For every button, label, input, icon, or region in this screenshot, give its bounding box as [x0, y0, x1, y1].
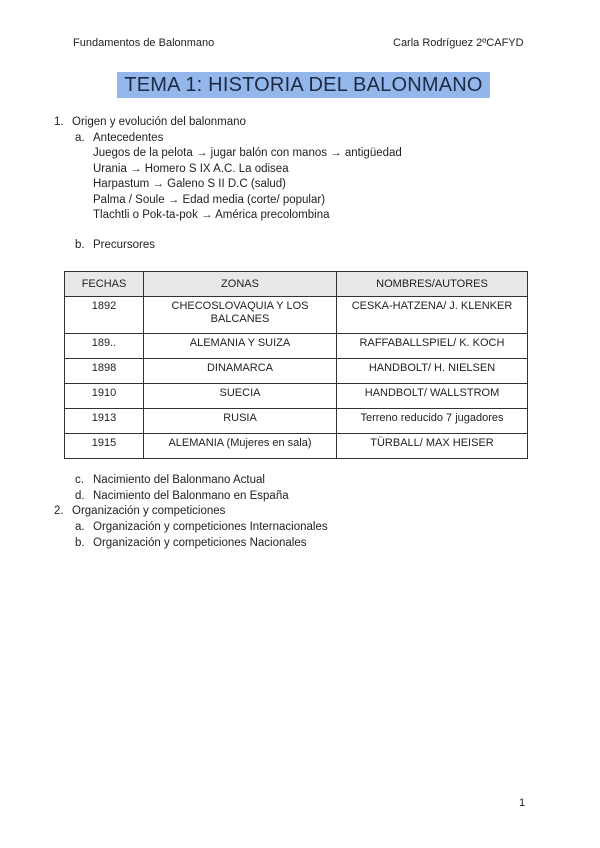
item2b-label: Organización y competiciones Nacionales: [93, 537, 307, 549]
cell-fecha: 1910: [65, 384, 144, 409]
cell-fecha: 1892: [65, 297, 144, 334]
table-row: [65, 359, 528, 384]
header-author: Carla Rodríguez 2ºCAFYD: [393, 37, 524, 49]
column-header-nombres: NOMBRES/AUTORES: [337, 272, 528, 297]
cell-nombre: TÜRBALL/ MAX HEISER: [337, 434, 528, 459]
cell-zona: RUSIA: [144, 409, 337, 434]
cell-fecha: 1913: [65, 409, 144, 434]
table-row: [65, 384, 528, 409]
cell-nombre: HANDBOLT/ WALLSTROM: [337, 384, 528, 409]
antecedente-line: Urania → Homero S IX A.C. La odisea: [93, 163, 289, 175]
item1b-number: b.: [75, 239, 85, 251]
antecedente-line: Harpastum → Galeno S II D.C (salud): [93, 178, 287, 190]
cell-fecha: 1898: [65, 359, 144, 384]
antecedente-line: Tlachtli o Pok-ta-pok → América precolombina: [93, 209, 330, 221]
antecedente-line: Palma / Soule → Edad media (corte/ popular): [93, 194, 326, 206]
page-title: TEMA 1: HISTORIA DEL BALONMANO: [117, 72, 490, 98]
item2-number: 2.: [54, 505, 64, 517]
table-header-row: [65, 272, 528, 297]
cell-nombre: HANDBOLT/ H. NIELSEN: [337, 359, 528, 384]
item2-label: Organización y competiciones: [72, 505, 226, 517]
item1a-label: Antecedentes: [93, 132, 164, 144]
item2b-number: b.: [75, 537, 85, 549]
table-row: [65, 334, 528, 359]
item1d-label: Nacimiento del Balonmano en España: [93, 490, 289, 502]
item2a-label: Organización y competiciones Internacionales: [93, 521, 328, 533]
item1d-number: d.: [75, 490, 85, 502]
cell-nombre: Terreno reducido 7 jugadores: [337, 409, 528, 434]
item1a-number: a.: [75, 132, 85, 144]
cell-zona: ALEMANIA (Mujeres en sala): [144, 434, 337, 459]
item1c-label: Nacimiento del Balonmano Actual: [93, 474, 265, 486]
cell-zona: SUECIA: [144, 384, 337, 409]
cell-fecha: 189..: [65, 334, 144, 359]
antecedente-line: Juegos de la pelota → jugar balón con manos → antigüedad: [93, 147, 402, 159]
cell-zona: DINAMARCA: [144, 359, 337, 384]
item1-label: Origen y evolución del balonmano: [72, 116, 246, 128]
column-header-zonas: ZONAS: [144, 272, 337, 297]
cell-nombre: CESKA-HATZENA/ J. KLENKER: [337, 297, 528, 334]
cell-zona: CHECOSLOVAQUIA Y LOS BALCANES: [144, 297, 337, 334]
column-header-fechas: FECHAS: [65, 272, 144, 297]
cell-fecha: 1915: [65, 434, 144, 459]
item1b-label: Precursores: [93, 239, 155, 251]
table-row: [65, 297, 528, 334]
precursores-table: [64, 271, 528, 459]
item1c-number: c.: [75, 474, 84, 486]
header-course: Fundamentos de Balonmano: [73, 37, 215, 49]
item2a-number: a.: [75, 521, 85, 533]
cell-zona: ALEMANIA Y SUIZA: [144, 334, 337, 359]
table-row: [65, 409, 528, 434]
page-number: 1: [519, 797, 526, 809]
table-row: [65, 434, 528, 459]
item1-number: 1.: [54, 116, 64, 128]
cell-nombre: RAFFABALLSPIEL/ K. KOCH: [337, 334, 528, 359]
